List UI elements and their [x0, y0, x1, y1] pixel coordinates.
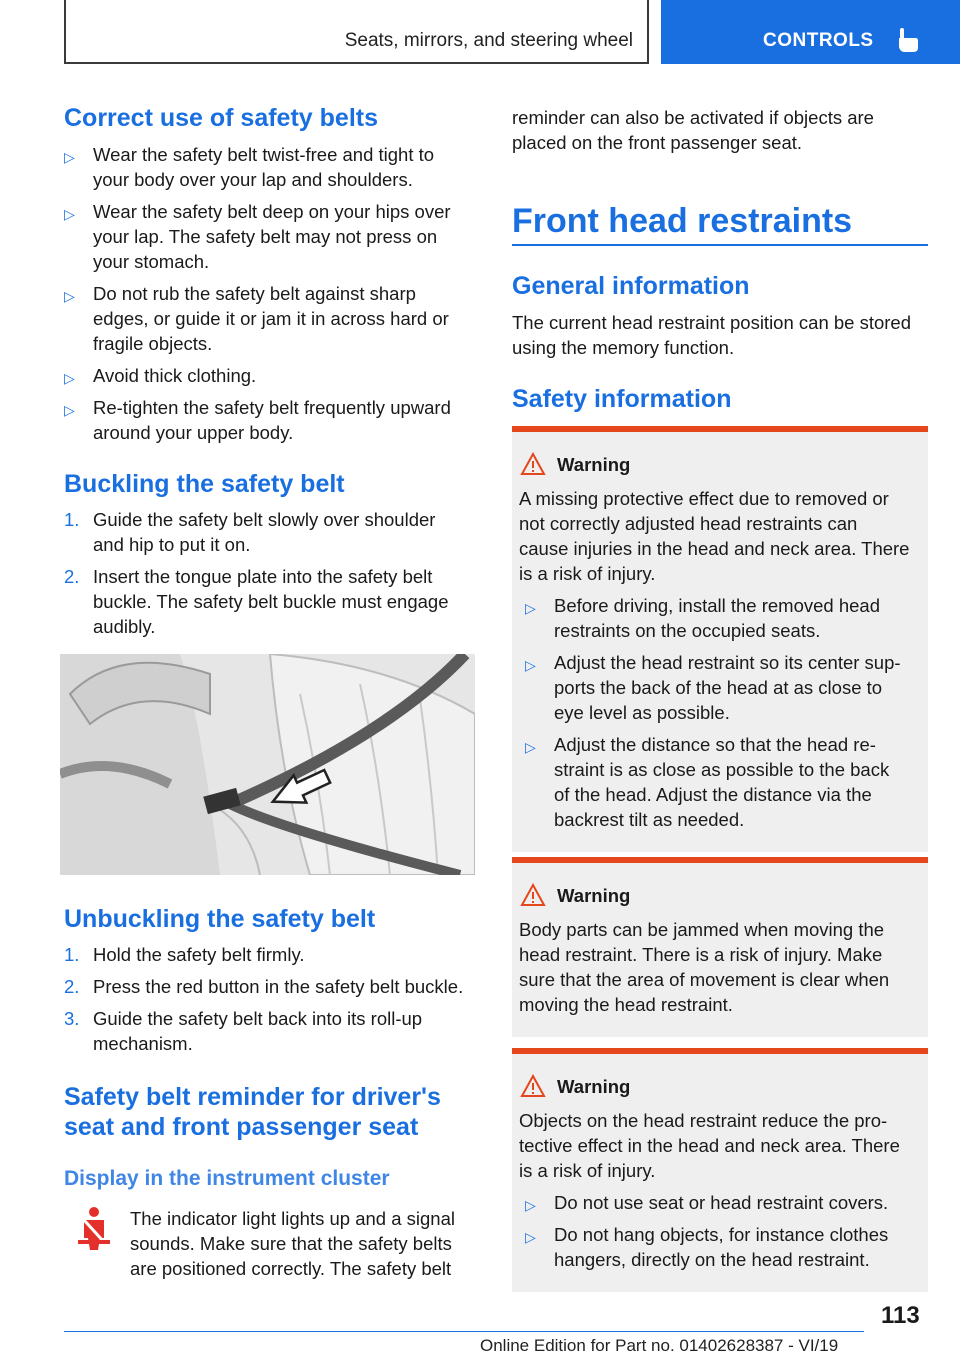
heading-front-head-restraints: Front head restraints [512, 202, 853, 240]
seat-belt-illustration-image [60, 654, 475, 875]
bullet-marker-icon: ▷ [525, 600, 536, 616]
text-line: is a risk of injury. [519, 563, 656, 584]
seatbelt-warning-icon [74, 1206, 114, 1254]
footer-divider [64, 1331, 864, 1332]
text-line: head restraint. There is a risk of injury. Make [519, 944, 883, 965]
heading-buckling: Buckling the safety belt [64, 470, 345, 498]
text-line: straint is as close as possible to the back [554, 759, 890, 780]
heading-display-cluster: Display in the instrument cluster [64, 1167, 390, 1190]
step-number: 1. [64, 509, 80, 530]
text-line: moving the head restraint. [519, 994, 733, 1015]
text-line: Avoid thick clothing. [93, 365, 257, 386]
text-line: edges, or guide it or jam it in across hard or [93, 308, 449, 329]
text-line: Do not rub the safety belt against sharp [93, 283, 416, 304]
header-section-box [64, 0, 649, 64]
heading-general-information: General information [512, 272, 750, 300]
text-line: Press the red button in the safety belt buckle. [93, 976, 464, 997]
bullet-marker-icon: ▷ [525, 1197, 536, 1213]
page-number: 113 [881, 1302, 920, 1329]
text-line: hangers, directly on the head restraint. [554, 1249, 870, 1270]
text-line: not correctly adjusted head restraints can [519, 513, 858, 534]
heading-belt-reminder-line2: seat and front passenger seat [64, 1113, 419, 1141]
text-line: Objects on the head restraint reduce the pro- [519, 1110, 888, 1131]
text-line: The indicator light lights up and a signal [130, 1208, 455, 1229]
text-line: placed on the front passenger seat. [512, 132, 803, 153]
text-line: backrest tilt as needed. [554, 809, 745, 830]
header-section-title: Seats, mirrors, and steering wheel [344, 30, 633, 51]
warning-title: Warning [557, 885, 631, 906]
text-line: reminder can also be activated if objects are [512, 107, 874, 128]
bullet-marker-icon: ▷ [64, 402, 75, 418]
text-line: sure that the area of movement is clear when [519, 969, 890, 990]
warning-title: Warning [557, 1076, 631, 1097]
heading-belt-reminder [64, 1082, 441, 1142]
text-line: Adjust the head restraint so its center sup- [554, 652, 901, 673]
text-line: using the memory function. [512, 337, 735, 358]
text-line: and hip to put it on. [93, 534, 251, 555]
text-line: eye level as possible. [554, 702, 730, 723]
warning-triangle-icon [520, 883, 546, 907]
text-line: ports the back of the head at as close to [554, 677, 883, 698]
text-line: around your upper body. [93, 422, 294, 443]
text-line: cause injuries in the head and neck area. There [519, 538, 910, 559]
bullet-marker-icon: ▷ [64, 149, 75, 165]
bullet-marker-icon: ▷ [64, 206, 75, 222]
text-line: Before driving, install the removed head [554, 595, 880, 616]
text-line: Guide the safety belt back into its roll-up [93, 1008, 423, 1029]
heading-underline [512, 244, 928, 246]
heading-unbuckling: Unbuckling the safety belt [64, 905, 376, 933]
text-line: sounds. Make sure that the safety belts [130, 1233, 452, 1254]
text-line: Do not hang objects, for instance clothes [554, 1224, 889, 1245]
header-controls-tab[interactable] [661, 0, 960, 64]
warning-triangle-icon [520, 452, 546, 476]
text-line: your stomach. [93, 251, 210, 272]
text-line: tective effect in the head and neck area. There [519, 1135, 900, 1156]
bullet-marker-icon: ▷ [64, 370, 75, 386]
bullet-marker-icon: ▷ [525, 657, 536, 673]
text-line: is a risk of injury. [519, 1160, 656, 1181]
text-line: Re-tighten the safety belt frequently upward [93, 397, 451, 418]
text-line: mechanism. [93, 1033, 193, 1054]
seat-belt-buckle-illustration [60, 654, 475, 875]
text-line: buckle. The safety belt buckle must engage [93, 591, 449, 612]
step-number: 2. [64, 566, 80, 587]
text-line: restraints on the occupied seats. [554, 620, 821, 641]
text-line: Wear the safety belt deep on your hips over [93, 201, 451, 222]
step-number: 2. [64, 976, 80, 997]
text-line: audibly. [93, 616, 156, 637]
text-line: your lap. The safety belt may not press on [93, 226, 438, 247]
text-line: The current head restraint position can be stored [512, 312, 912, 333]
text-line: of the head. Adjust the distance via the [554, 784, 872, 805]
step-number: 1. [64, 944, 80, 965]
text-line: your body over your lap and shoulders. [93, 169, 413, 190]
warning-triangle-icon [520, 1074, 546, 1098]
text-line: Adjust the distance so that the head re- [554, 734, 876, 755]
footer-edition: Online Edition for Part no. 01402628387 - VI/19 [480, 1336, 839, 1355]
step-number: 3. [64, 1008, 80, 1029]
text-line: Guide the safety belt slowly over shoulder [93, 509, 436, 530]
text-line: Insert the tongue plate into the safety belt [93, 566, 433, 587]
text-line: are positioned correctly. The safety belt [130, 1258, 452, 1279]
heading-safety-information: Safety information [512, 385, 732, 413]
pointing-hand-icon [896, 26, 920, 54]
heading-belt-reminder-line1: Safety belt reminder for driver's [64, 1083, 441, 1111]
bullet-marker-icon: ▷ [525, 739, 536, 755]
text-line: Hold the safety belt firmly. [93, 944, 305, 965]
text-line: A missing protective effect due to removed or [519, 488, 889, 509]
bullet-marker-icon: ▷ [525, 1229, 536, 1245]
text-line: Body parts can be jammed when moving the [519, 919, 885, 940]
header-tab-label: CONTROLS [763, 30, 874, 51]
heading-correct-use: Correct use of safety belts [64, 104, 378, 132]
text-line: Wear the safety belt twist-free and tight to [93, 144, 435, 165]
text-line: Do not use seat or head restraint covers. [554, 1192, 889, 1213]
text-line: fragile objects. [93, 333, 213, 354]
bullet-marker-icon: ▷ [64, 288, 75, 304]
warning-title: Warning [557, 454, 631, 475]
